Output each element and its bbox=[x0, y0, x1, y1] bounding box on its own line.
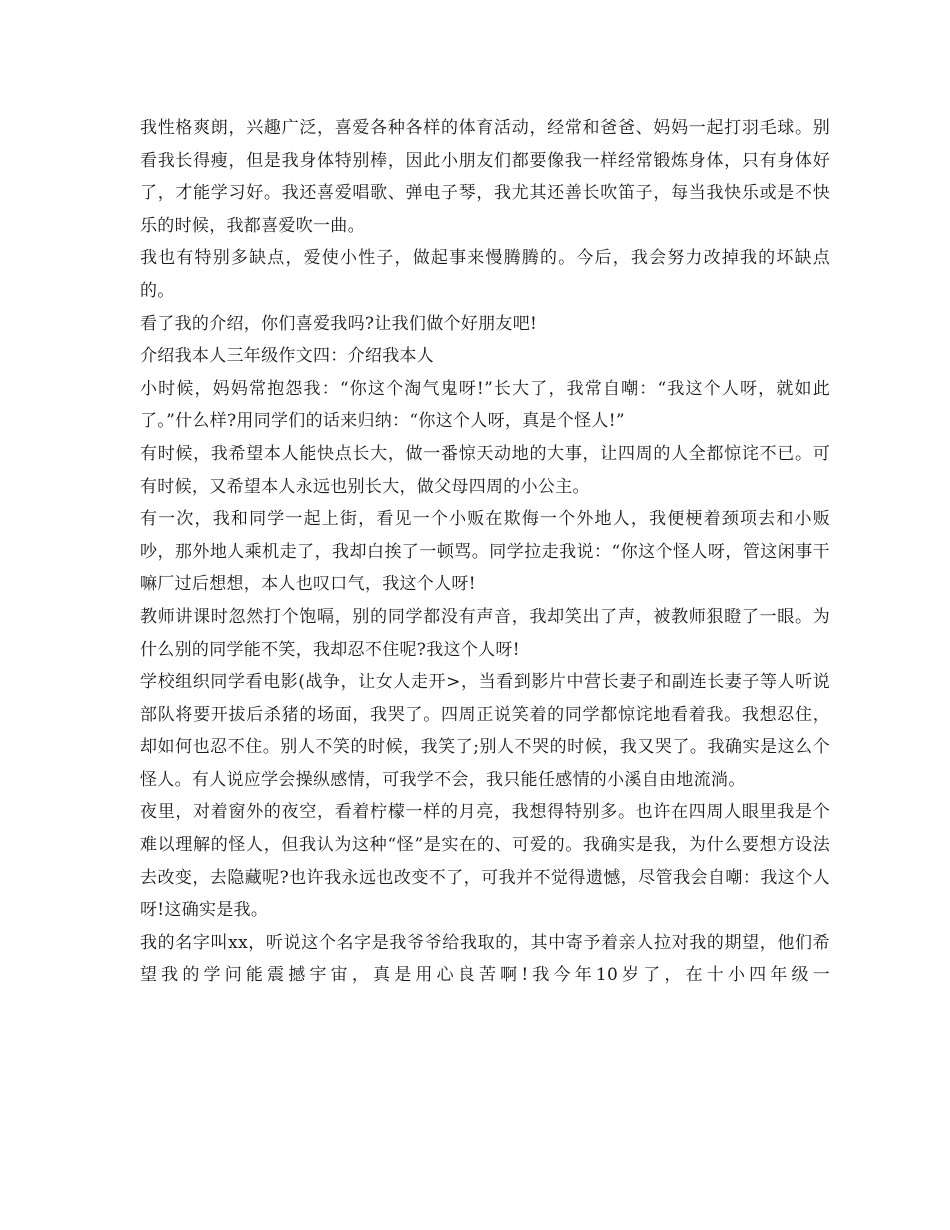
paragraph-shortcomings: 我也有特别多缺点，爱使小性子，做起事来慢腾腾的。今后，我会努力改掉我的坏缺点的。 bbox=[140, 248, 830, 301]
paragraph-teacher-hiccup: 教师讲课时忽然打个饱嗝，别的同学都没有声音，我却笑出了声，被教师狠瞪了一眼。为什么别的同学能不笑，我却忍不住呢?我这个人呀! bbox=[140, 606, 830, 660]
paragraph-wishes: 有时候，我希望本人能快点长大，做一番惊天动地的大事，让四周的人全都惊诧不已。可有时候，又希望本人永远也别长大，做父母四周的小公主。 bbox=[140, 443, 830, 497]
paragraph-closing: 看了我的介绍，你们喜爱我吗?让我们做个好朋友吧! bbox=[140, 313, 538, 334]
paragraph-street-incident: 有一次，我和同学一起上街，看见一个小贩在欺侮一个外地人，我便梗着颈项去和小贩吵，那外地人乘机走了，我却白挨了一顿骂。同学拉走我说：“你这个怪人呀，管这闲事干嘛厂过后想想，本人也叹口气，我这个人呀! bbox=[140, 509, 830, 595]
paragraph-hobbies: 我性格爽朗，兴趣广泛，喜爱各种各样的体育活动，经常和爸爸、妈妈一起打羽毛球。别看我长得瘦，但是我身体特别棒，因此小朋友们都要像我一样经常锻炼身体，只有身体好了，才能学习好。我还喜爱唱歌、弹电子琴，我尤其还善长吹笛子，每当我快乐或是不快乐的时候，我都喜爱吹一曲。 bbox=[140, 118, 830, 236]
paragraph-name-intro: 我的名字叫xx，听说这个名字是我爷爷给我取的，其中寄予着亲人拉对我的期望，他们希望我的学问能震撼宇宙，真是用心良苦啊!我今年10岁了，在十小四年级一 bbox=[140, 932, 830, 986]
paragraph-movie: 学校组织同学看电影(战争，让女人走开>，当看到影片中营长妻子和副连长妻子等人听说部队将要开拔后杀猪的场面，我哭了。四周正说笑着的同学都惊诧地看着我。我想忍住，却如何也忍不住。别人不笑的时候，我笑了;别人不哭的时候，我又哭了。我确实是这么个怪人。有人说应学会操纵感情，可我学不会，我只能任感情的小溪自由地流淌。 bbox=[140, 672, 830, 790]
document-body bbox=[140, 112, 830, 992]
paragraph-night-thoughts: 夜里，对着窗外的夜空，看着柠檬一样的月亮，我想得特别多。也许在四周人眼里我是个难以理解的怪人，但我认为这种“怪”是实在的、可爱的。我确实是我，为什么要想方设法去改变，去隐藏呢?也许我永远也改变不了，可我并不觉得遗憾，尽管我会自嘲：我这个人呀!这确实是我。 bbox=[140, 802, 830, 921]
paragraph-childhood: 小时候，妈妈常抱怨我：“你这个淘气鬼呀!”长大了，我常自嘲：“我这个人呀，就如此了。”什么样?用同学们的话来归纳：“你这个人呀，真是个怪人!” bbox=[140, 378, 830, 432]
essay-heading: 介绍我本人三年级作文四：介绍我本人 bbox=[140, 346, 435, 367]
